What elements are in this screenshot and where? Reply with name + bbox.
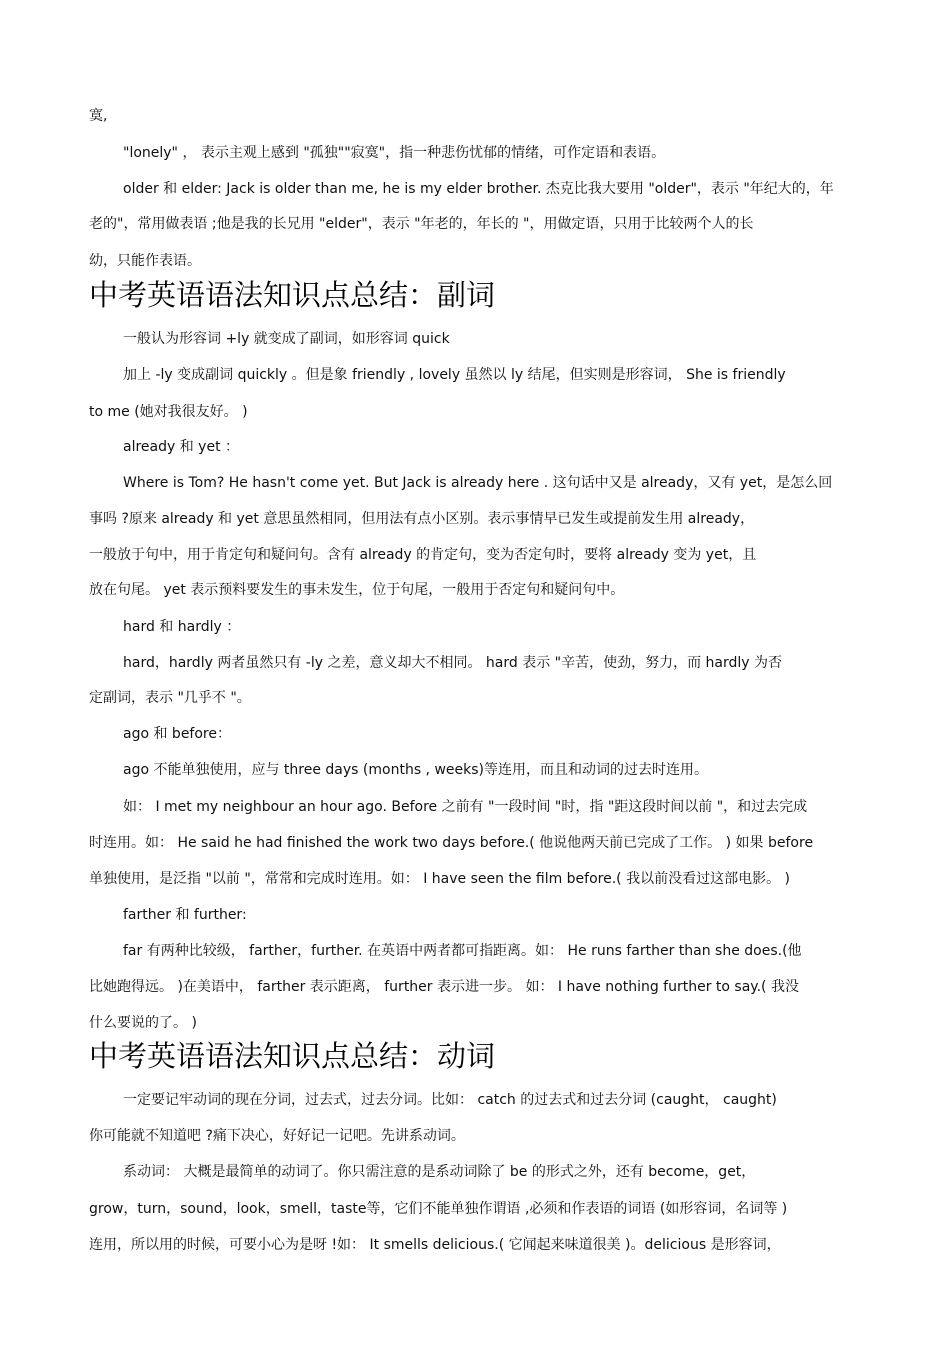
text-line: "lonely" ， 表示主观上感到 "孤独""寂寞"，指一种悲伤忧郁的情绪，可作定语和表语。 [123, 145, 666, 161]
text-line: grow，turn，sound，look，smell，taste等，它们不能单独作谓语 ,必须和作表语的词语 (如形容词，名词等 ) [89, 1201, 788, 1217]
text-line: 时连用。如： He said he had finished the work two days before.( 他说他两天前已完成了工作。 ) 如果 before [89, 835, 814, 851]
text-line: 系动词： 大概是最简单的动词了。你只需注意的是系动词除了 be 的形式之外，还有 become，get， [123, 1164, 756, 1180]
text-line: 一定要记牢动词的现在分词，过去式，过去分词。比如： catch 的过去式和过去分词 (caught， caught) [123, 1092, 777, 1108]
text-line: older 和 elder: Jack is older than me, he is my elder brother. 杰克比我大要用 "older"，表示 "年纪大的，年 [123, 181, 834, 197]
section-heading-verb: 中考英语语法知识点总结：动词 [89, 1039, 496, 1073]
text-line: ago 和 before： [123, 726, 231, 742]
text-line: 比她跑得远。 )在美语中， farther 表示距离， further 表示进一步。 如： I have nothing further to say.( 我没 [89, 979, 799, 995]
text-line: hard 和 hardly ： [123, 619, 241, 635]
text-line: 你可能就不知道吧 ?痛下决心，好好记一记吧。先讲系动词。 [89, 1128, 465, 1144]
text-line: 定副词，表示 "几乎不 "。 [89, 690, 251, 706]
text-line: ago 不能单独使用，应与 three days (months , weeks)等连用，而且和动词的过去时连用。 [123, 762, 708, 778]
section-heading-adverb: 中考英语语法知识点总结：副词 [89, 278, 496, 312]
text-line: 单独使用，是泛指 "以前 "，常常和完成时连用。如： I have seen the film before.( 我以前没看过这部电影。 ) [89, 871, 791, 887]
text-line: 什么要说的了。 ) [89, 1015, 197, 1031]
text-line: 放在句尾。 yet 表示预料要发生的事未发生，位于句尾，一般用于否定句和疑问句中。 [89, 582, 625, 598]
text-line: Where is Tom? He hasn't come yet. But Jack is already here . 这句话中又是 already，又有 yet，是怎么回 [123, 475, 833, 491]
text-line: 加上 -ly 变成副词 quickly 。但是象 friendly , lovely 虽然以 ly 结尾，但实则是形容词， She is friendly [123, 367, 786, 383]
text-line: 老的"，常用做表语 ;他是我的长兄用 "elder"，表示 "年老的，年长的 "，用做定语，只用于比较两个人的长 [89, 216, 754, 232]
text-line: hard，hardly 两者虽然只有 -ly 之差，意义却大不相同。 hard 表示 "辛苦，使劲，努力，而 hardly 为否 [123, 655, 783, 671]
text-line: 如： I met my neighbour an hour ago. Before 之前有 "一段时间 "时，指 "距这段时间以前 "，和过去完成 [123, 799, 808, 815]
text-line: 寞, [89, 108, 108, 124]
text-line: far 有两种比较级， farther，further. 在英语中两者都可指距离。如： He runs farther than she does.(他 [123, 943, 802, 959]
text-line: 一般认为形容词 +ly 就变成了副词，如形容词 quick [123, 331, 450, 347]
text-line: 事吗 ?原来 already 和 yet 意思虽然相同，但用法有点小区别。表示事情早已发生或提前发生用 already， [89, 511, 755, 527]
text-line: 连用，所以用的时候，可要小心为是呀 !如： It smells delicious.( 它闻起来味道很美 )。delicious 是形容词， [89, 1237, 781, 1253]
text-line: 幼，只能作表语。 [89, 253, 201, 269]
text-line: 一般放于句中，用于肯定句和疑问句。含有 already 的肯定句，变为否定句时，要将 already 变为 yet，且 [89, 547, 757, 563]
text-line: already 和 yet ： [123, 439, 240, 455]
text-line: to me (她对我很友好。 ) [89, 404, 248, 420]
text-line: farther 和 further: [123, 907, 247, 923]
